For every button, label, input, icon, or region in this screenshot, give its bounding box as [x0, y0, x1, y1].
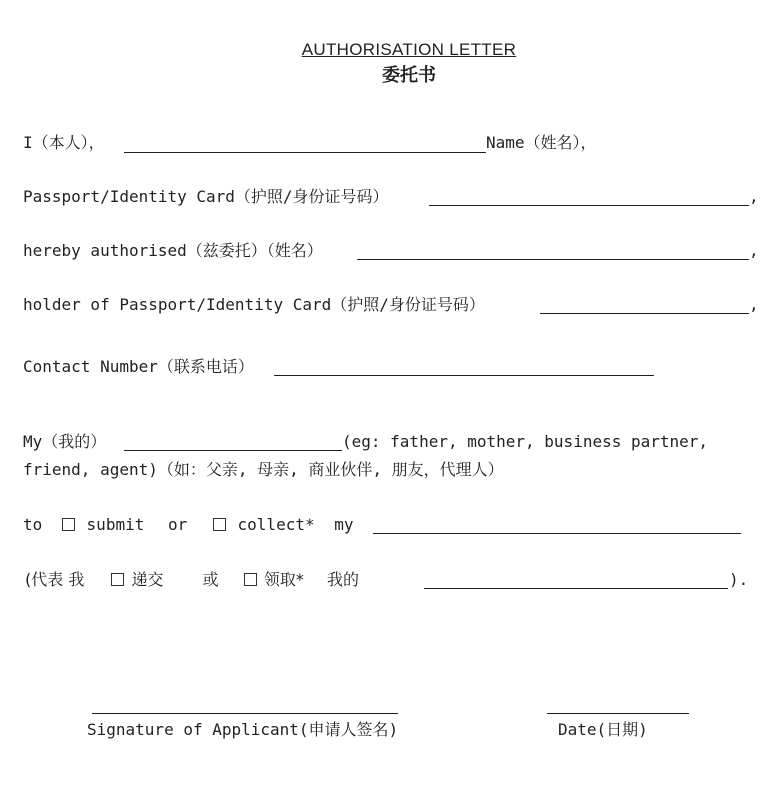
submit-label: submit — [86, 515, 145, 534]
comma-2: , — [749, 187, 759, 206]
comma-3: , — [749, 241, 759, 260]
submit-checkbox-cn[interactable] — [111, 573, 124, 586]
date-line[interactable] — [547, 713, 689, 714]
relationship-prefix-label: My（我的） — [23, 432, 107, 451]
relationship-examples-continued: friend, agent)（如：父亲, 母亲, 商业伙伴, 朋友，代理人） — [23, 460, 504, 479]
collect-checkbox-cn[interactable] — [244, 573, 257, 586]
authorised-person-field[interactable] — [357, 259, 749, 260]
purpose-row — [23, 515, 354, 535]
applicant-signature-line[interactable] — [92, 713, 398, 714]
collect-checkbox[interactable] — [213, 518, 226, 531]
relationship-examples-label: (eg: father, mother, business partner, — [342, 432, 709, 451]
contact-number-label: Contact Number（联系电话） — [23, 357, 254, 376]
applicant-passport-label: Passport/Identity Card（护照/身份证号码） — [23, 187, 389, 206]
purpose-row-chinese — [25, 570, 359, 590]
collect-label-cn: 领取* — [263, 570, 304, 589]
my-label: my — [334, 515, 354, 534]
submit-label-cn: 递交 — [131, 570, 164, 589]
comma-4: , — [749, 295, 759, 314]
holder-passport-field[interactable] — [540, 313, 749, 314]
relationship-field[interactable] — [124, 450, 342, 451]
my-label-cn: 我的 — [326, 570, 359, 589]
applicant-prefix-label: I（本人）， — [23, 133, 105, 152]
closing-paren: ). — [729, 570, 749, 589]
document-type-field-cn[interactable] — [424, 588, 728, 589]
holder-passport-label: holder of Passport/Identity Card（护照/身份证号码） — [23, 295, 485, 314]
on-behalf-label: (代表 我 — [25, 570, 85, 589]
document-type-field[interactable] — [373, 533, 741, 534]
or-label: or — [167, 515, 188, 534]
applicant-name-row — [23, 133, 105, 153]
document-title-chinese: 委托书 — [382, 65, 436, 86]
to-label: to — [23, 515, 43, 534]
contact-number-field[interactable] — [274, 375, 654, 376]
applicant-name-field[interactable] — [124, 152, 486, 153]
or-label-cn: 或 — [202, 570, 219, 589]
date-label: Date(日期) — [558, 720, 648, 739]
document-title: AUTHORISATION LETTER — [301, 40, 517, 59]
applicant-name-label: Name（姓名）， — [486, 133, 597, 152]
applicant-passport-field[interactable] — [429, 205, 749, 206]
applicant-signature-label: Signature of Applicant(申请人签名) — [87, 720, 399, 739]
authorised-person-label: hereby authorised（兹委托）（姓名） — [23, 241, 323, 260]
collect-label: collect* — [237, 515, 315, 534]
submit-checkbox[interactable] — [62, 518, 75, 531]
